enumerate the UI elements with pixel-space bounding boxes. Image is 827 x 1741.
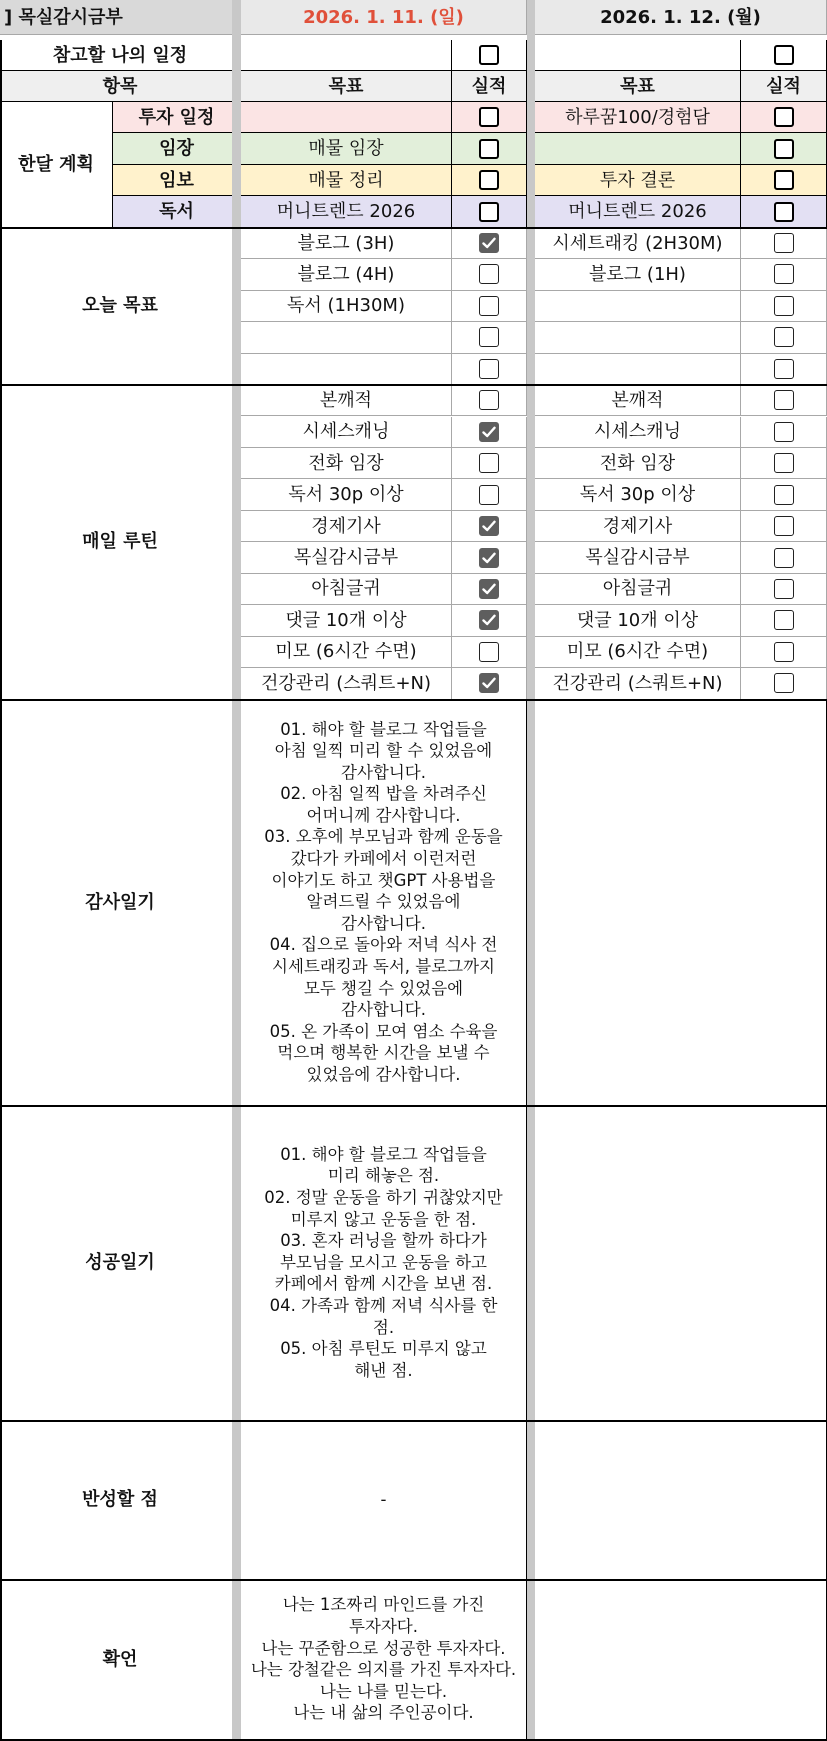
day1-today-goal-actual-3 [452,291,527,322]
day2-today-goal-4[interactable] [535,322,741,353]
day1-actual-header-text: 실적 [471,75,507,97]
day2-routine-checkbox-9[interactable] [774,642,794,662]
day2-today-goal-actual-2 [741,259,827,290]
day1-routine-checkbox-2[interactable] [479,422,499,442]
day1-plan-checkbox-3[interactable] [479,170,499,190]
monthly-plan-label-text: 한달 계획 [18,153,94,175]
outer-left-rule [0,40,2,1740]
day2-reference-check [741,40,827,71]
day1-routine-5[interactable] [241,511,452,542]
day2-routine-3-text: 전화 임장 [599,452,676,474]
item-header-text: 항목 [102,75,138,97]
reflection-journal-label [0,1421,241,1580]
day2-today-goal-checkbox-5[interactable] [774,359,794,379]
section-rule-1 [0,227,827,229]
day1-today-goal-4[interactable] [241,322,452,353]
day2-goal-header-text: 목표 [620,75,655,97]
day2-success-journal[interactable] [535,1106,827,1421]
day2-routine-5-text: 경제기사 [602,515,673,537]
day2-routine-7[interactable] [535,574,741,605]
day1-plan-goal-4[interactable] [241,196,452,227]
day2-routine-actual-3 [741,448,827,479]
day1-reference-check [452,40,527,71]
day2-routine-4-text: 독서 30p 이상 [579,484,696,506]
day2-routine-actual-2 [741,417,827,448]
day1-today-goal-5[interactable] [241,354,452,385]
day1-routine-3-text: 전화 임장 [308,452,384,474]
day2-routine-actual-6 [741,542,827,573]
day1-today-goal-checkbox-5[interactable] [479,359,499,379]
day2-actual-header [741,71,827,102]
day1-routine-2[interactable] [241,417,452,448]
day1-routine-checkbox-10[interactable] [479,673,499,693]
day2-plan-goal-3-text: 투자 결론 [599,169,676,191]
day2-today-goal-checkbox-1[interactable] [774,233,794,253]
plan-category-1-text: 투자 일정 [138,106,215,128]
day1-routine-actual-3 [452,448,527,479]
day2-routine-2[interactable] [535,417,741,448]
day2-routine-actual-8 [741,605,827,636]
day2-today-goal-2-text: 블로그 (1H) [589,263,686,285]
day2-routine-5[interactable] [535,511,741,542]
plan-category-4 [113,196,241,227]
day2-gratitude-journal[interactable] [535,700,827,1106]
success-journal-label [0,1106,241,1421]
day1-routine-3[interactable] [241,448,452,479]
day1-affirmation-text: 나는 1조짜리 마인드를 가진 투자자다. 나는 꾸준함으로 성공한 투자자다. 나는 강철같은 의지를 가진 투자자다. 나는 나를 믿는다. 나는 내 삶의 주인공이다. [250,1595,517,1723]
day2-routine-1[interactable] [535,385,741,416]
day2-routine-checkbox-5[interactable] [774,516,794,536]
day1-routine-6[interactable] [241,542,452,573]
day2-today-goal-actual-1 [741,228,827,259]
section-rule-6 [0,1579,827,1581]
day2-routine-checkbox-7[interactable] [774,579,794,599]
day1-today-goal-actual-2 [452,259,527,290]
plan-category-3-text: 임보 [159,169,194,191]
day1-plan-goal-3-text: 매물 정리 [308,169,384,191]
day1-reference-value [241,40,452,71]
day2-routine-actual-5 [741,511,827,542]
day2-routine-10[interactable] [535,668,741,699]
day1-plan-goal-2-text: 매물 임장 [308,138,384,160]
day1-today-goal-1[interactable] [241,228,452,259]
affirmation-journal-label [0,1580,241,1740]
day1-routine-actual-1 [452,385,527,416]
day-header-1 [241,0,527,35]
day1-routine-checkbox-7[interactable] [479,579,499,599]
day2-plan-actual-4 [741,196,827,227]
day1-plan-goal-4-text: 머니트렌드 2026 [276,201,416,223]
day2-routine-10-text: 건강관리 (스쿼트+N) [552,672,723,694]
day2-routine-actual-9 [741,637,827,668]
day1-goal-header [241,71,452,102]
day1-plan-goal-1[interactable] [241,102,452,133]
day2-routine-8[interactable] [535,605,741,636]
day2-today-goal-actual-5 [741,354,827,385]
day1-routine-actual-9 [452,637,527,668]
day1-reflection-text: - [380,1489,387,1509]
today-goal-label-text: 오늘 목표 [82,295,158,317]
plan-category-3 [113,165,241,196]
day2-routine-4[interactable] [535,479,741,510]
day2-today-goal-checkbox-2[interactable] [774,264,794,284]
day1-routine-6-text: 목실감시금부 [293,547,399,569]
day1-today-goal-checkbox-2[interactable] [479,264,499,284]
day2-routine-actual-7 [741,574,827,605]
day2-routine-checkbox-10[interactable] [774,673,794,693]
day-header-2-text: 2026. 1. 12. (월) [600,6,761,28]
app-title [0,0,241,35]
day1-routine-9[interactable] [241,637,452,668]
day1-routine-4-text: 독서 30p 이상 [288,484,404,506]
day2-reference-checkbox[interactable] [774,45,794,65]
day1-routine-8-text: 댓글 10개 이상 [285,609,407,631]
success-journal-label-text: 성공일기 [85,1252,155,1274]
day1-today-goal-3[interactable] [241,291,452,322]
day-separator-1 [232,0,241,1740]
day2-routine-checkbox-6[interactable] [774,548,794,568]
section-rule-5 [0,1420,827,1422]
day2-goal-header [535,71,741,102]
day1-routine-actual-8 [452,605,527,636]
day1-routine-checkbox-8[interactable] [479,610,499,630]
day1-today-goal-2-text: 블로그 (4H) [297,263,395,285]
day2-today-goal-3[interactable] [535,291,741,322]
plan-category-2-text: 임장 [159,138,194,160]
day1-routine-9-text: 미모 (6시간 수면) [275,641,417,663]
day2-plan-actual-3 [741,165,827,196]
day1-today-goal-actual-1 [452,228,527,259]
day1-routine-actual-5 [452,511,527,542]
day1-today-goal-actual-5 [452,354,527,385]
day2-today-goal-5[interactable] [535,354,741,385]
day2-routine-checkbox-8[interactable] [774,610,794,630]
affirmation-journal-label-text: 확언 [102,1648,138,1670]
day2-routine-checkbox-3[interactable] [774,453,794,473]
day2-plan-actual-1 [741,102,827,133]
day2-plan-goal-1-text: 하루꿈100/경험담 [565,106,710,128]
day2-reflection-journal[interactable] [535,1421,827,1580]
day1-reference-checkbox[interactable] [479,45,499,65]
day1-today-goal-actual-4 [452,322,527,353]
day1-plan-actual-2 [452,133,527,164]
day2-routine-6[interactable] [535,542,741,573]
day1-success-journal[interactable] [241,1106,527,1421]
day2-routine-checkbox-2[interactable] [774,422,794,442]
day1-today-goal-2[interactable] [241,259,452,290]
day2-routine-checkbox-4[interactable] [774,485,794,505]
day2-reference-value [535,40,741,71]
day2-routine-actual-10 [741,668,827,699]
today-goal-label [0,228,241,385]
day2-plan-goal-4[interactable] [535,196,741,227]
day1-routine-actual-6 [452,542,527,573]
day1-routine-checkbox-9[interactable] [479,642,499,662]
day1-plan-checkbox-4[interactable] [479,202,499,222]
reference-schedule-label-text: 참고할 나의 일정 [52,44,188,66]
day2-plan-checkbox-4[interactable] [774,202,794,222]
reflection-journal-label-text: 반성할 점 [82,1489,158,1511]
day1-routine-7-text: 아침글귀 [311,578,381,600]
day1-routine-actual-10 [452,668,527,699]
monthly-plan-label [0,102,113,228]
day1-routine-10-text: 건강관리 (스쿼트+N) [260,672,432,694]
day1-gratitude-text: 01. 해야 할 블로그 작업들을 아침 일찍 미리 할 수 있었음에 감사합니다. 02. 아침 일찍 밥을 차려주신 어머니께 감사합니다. 03. 오후에 부모님과 함께 운동을 갔다가 카페에서 이런저런 이야기도 하고 챗GPT 사용법을 알려드릴 수 있었음에 감사합니다. 04. 집으로 돌아와 저녁 식사 전 시세트래킹과 독서, 블로그까지 모두 챙길 수 있었음에 감사합니다. 05. 온 가족이 모여 염소 수육을 먹으며 행복한 시간을 보낼 수 있었음에 감사합니다. [264,719,503,1084]
day1-routine-10[interactable] [241,668,452,699]
day1-routine-7[interactable] [241,574,452,605]
day2-today-goal-actual-3 [741,291,827,322]
day2-routine-8-text: 댓글 10개 이상 [576,609,699,631]
reference-schedule-label [0,40,241,71]
day2-routine-7-text: 아침글귀 [602,578,673,600]
day2-actual-header-text: 실적 [766,75,801,97]
day1-today-goal-1-text: 블로그 (3H) [297,232,395,254]
gratitude-journal-label [0,700,241,1106]
day2-today-goal-checkbox-3[interactable] [774,296,794,316]
daily-routine-label [0,385,241,700]
plan-category-2 [113,133,241,164]
day1-plan-checkbox-1[interactable] [479,107,499,127]
day2-routine-3[interactable] [535,448,741,479]
day2-routine-6-text: 목실감시금부 [585,547,690,569]
day2-plan-checkbox-3[interactable] [774,170,794,190]
day2-plan-actual-2 [741,133,827,164]
day1-routine-actual-2 [452,417,527,448]
day2-routine-9[interactable] [535,637,741,668]
item-header [0,71,241,102]
day-header-2 [535,0,827,35]
day1-routine-checkbox-3[interactable] [479,453,499,473]
day1-gratitude-journal[interactable] [241,700,527,1106]
day2-routine-actual-1 [741,385,827,416]
day1-today-goal-checkbox-4[interactable] [479,327,499,347]
app-title-text: ] 목실감시금부 [4,6,123,28]
day1-routine-2-text: 시세스캐닝 [302,421,390,443]
day1-plan-goal-2[interactable] [241,133,452,164]
section-rule-3 [0,699,827,701]
day1-routine-checkbox-4[interactable] [479,485,499,505]
day2-affirmation-journal[interactable] [535,1580,827,1740]
daily-routine-label-text: 매일 루틴 [82,531,158,553]
day1-routine-actual-4 [452,479,527,510]
day1-routine-5-text: 경제기사 [311,515,381,537]
gratitude-journal-label-text: 감사일기 [85,891,155,913]
day1-today-goal-checkbox-1[interactable] [479,233,499,253]
day1-routine-4[interactable] [241,479,452,510]
day2-plan-goal-3[interactable] [535,165,741,196]
day2-today-goal-1-text: 시세트래킹 (2H30M) [552,232,723,254]
day1-plan-actual-3 [452,165,527,196]
day2-plan-goal-2[interactable] [535,133,741,164]
day1-success-text: 01. 해야 할 블로그 작업들을 미리 해놓은 점. 02. 정말 운동을 하기 귀찮았지만 미루지 않고 운동을 한 점. 03. 혼자 러닝을 할까 하다가 부모님을 모시고 운동을 하고 카페에서 함께 시간을 보낸 점. 04. 가족과 함께 저녁 식사를 한 점. 05. 아침 루틴도 미루지 않고 해낸 점. [264,1144,503,1380]
day2-today-goal-checkbox-4[interactable] [774,327,794,347]
day2-routine-actual-4 [741,479,827,510]
day2-routine-2-text: 시세스캐닝 [594,421,681,443]
day2-today-goal-2[interactable] [535,259,741,290]
day2-today-goal-actual-4 [741,322,827,353]
plan-category-1 [113,102,241,133]
day1-routine-8[interactable] [241,605,452,636]
day1-routine-checkbox-5[interactable] [479,516,499,536]
day-header-1-text: 2026. 1. 11. (일) [303,6,464,28]
day1-plan-goal-3[interactable] [241,165,452,196]
day2-routine-1-text: 본깨적 [611,389,664,411]
day1-routine-actual-7 [452,574,527,605]
day1-routine-1[interactable] [241,385,452,416]
day2-routine-checkbox-1[interactable] [774,390,794,410]
day1-today-goal-checkbox-3[interactable] [479,296,499,316]
day1-goal-header-text: 목표 [328,75,364,97]
section-rule-4 [0,1105,827,1107]
day1-plan-actual-4 [452,196,527,227]
day1-actual-header [452,71,527,102]
day1-affirmation-journal[interactable] [241,1580,527,1740]
day1-today-goal-3-text: 독서 (1H30M) [287,295,405,317]
section-rule-2 [0,384,827,386]
day2-plan-goal-1[interactable] [535,102,741,133]
day1-routine-checkbox-6[interactable] [479,548,499,568]
plan-category-4-text: 독서 [159,201,194,223]
day1-routine-1-text: 본깨적 [319,389,373,411]
day2-today-goal-1[interactable] [535,228,741,259]
day2-routine-9-text: 미모 (6시간 수면) [566,641,709,663]
day2-plan-checkbox-2[interactable] [774,139,794,159]
day1-plan-checkbox-2[interactable] [479,139,499,159]
day2-plan-goal-4-text: 머니트렌드 2026 [568,201,707,223]
day1-reflection-journal[interactable] [241,1421,527,1580]
day-separator-2 [527,0,535,1740]
day1-plan-actual-1 [452,102,527,133]
day1-routine-checkbox-1[interactable] [479,390,499,410]
day2-plan-checkbox-1[interactable] [774,107,794,127]
